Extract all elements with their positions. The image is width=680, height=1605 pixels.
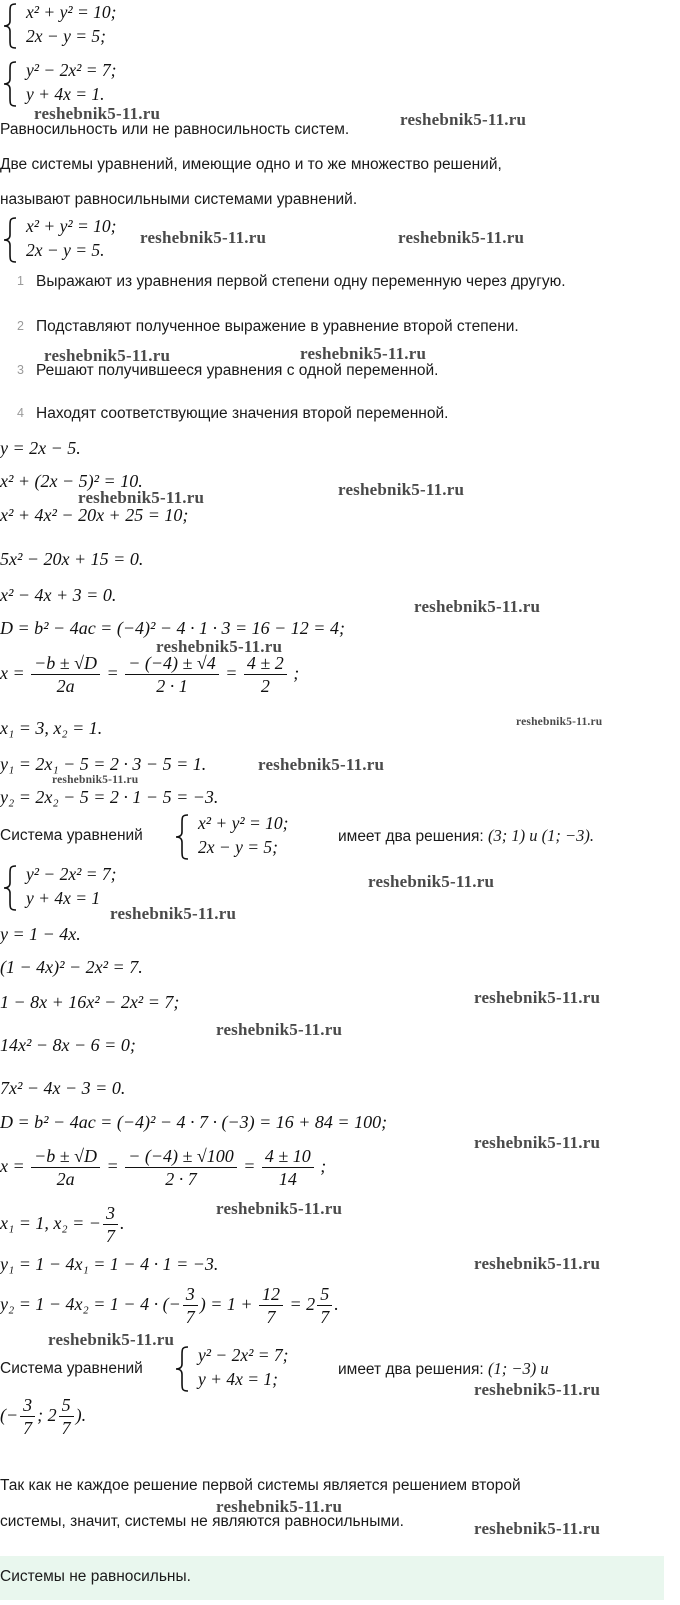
watermark: reshebnik5-11.ru bbox=[140, 228, 267, 247]
has-two-solutions: имеет два решения: bbox=[338, 828, 484, 845]
step-text: Подставляют полученное выражение в уравнение второй степени. bbox=[36, 318, 519, 335]
f7-lhs: x = bbox=[0, 1156, 25, 1176]
step-number: 1 bbox=[17, 274, 24, 288]
system-2-line-1: y² − 2x² = 7; bbox=[26, 60, 117, 80]
solutions-2-part-b bbox=[0, 1392, 680, 1439]
watermark: reshebnik5-11.ru bbox=[338, 480, 465, 499]
system-4-line-1: y² − 2x² = 7; bbox=[26, 864, 117, 884]
equals-sign: = bbox=[106, 663, 119, 683]
brace-icon bbox=[2, 216, 18, 264]
watermark: reshebnik5-11.ru bbox=[398, 228, 525, 247]
semicolon: ; bbox=[293, 663, 300, 683]
fraction bbox=[103, 1202, 118, 1247]
numerator: −b ± √D bbox=[31, 1145, 100, 1168]
equation-e6: D = b² − 4ac = (−4)² − 4 · 1 · 3 = 16 − 12 = 4; bbox=[0, 618, 345, 638]
watermark: reshebnik5-11.ru bbox=[368, 872, 495, 891]
period: . bbox=[119, 1213, 125, 1233]
watermark: reshebnik5-11.ru bbox=[156, 637, 283, 656]
watermark: reshebnik5-11.ru bbox=[474, 1133, 601, 1152]
system-2 bbox=[0, 60, 420, 106]
numerator: − (−4) ± √4 bbox=[125, 652, 219, 675]
sol2-mid: ; 2 bbox=[37, 1405, 57, 1425]
step-4 bbox=[0, 405, 680, 427]
fraction bbox=[262, 1145, 314, 1190]
denominator: 7 bbox=[61, 1418, 71, 1439]
watermark: reshebnik5-11.ru bbox=[474, 988, 601, 1007]
equals-sign: = bbox=[243, 1156, 256, 1176]
fraction bbox=[317, 1283, 332, 1328]
equation-f10 bbox=[0, 1281, 680, 1328]
semicolon: ; bbox=[320, 1156, 327, 1176]
step-number: 2 bbox=[17, 319, 24, 333]
watermark: reshebnik5-11.ru bbox=[400, 110, 527, 129]
sol2-open: (− bbox=[0, 1405, 19, 1425]
result-1-caption bbox=[338, 826, 678, 847]
system-1 bbox=[0, 2, 420, 48]
equals-sign: = bbox=[225, 663, 238, 683]
equation-f9: y₁ = 1 − 4x₁ = 1 − 4 · 1 = −3. bbox=[0, 1254, 219, 1274]
equation-e3: x² + 4x² − 20x + 25 = 10; bbox=[0, 505, 189, 525]
fraction bbox=[259, 1283, 283, 1328]
numerator: 3 bbox=[183, 1283, 198, 1306]
solutions-2-part-a: (1; −3) и bbox=[488, 1359, 549, 1378]
step-text: Решают получившееся уравнения с одной переменной. bbox=[36, 362, 439, 379]
equation-e2: x² + (2x − 5)² = 10. bbox=[0, 471, 143, 491]
equation-f7 bbox=[0, 1143, 680, 1190]
watermark: reshebnik5-11.ru bbox=[48, 1330, 175, 1349]
equals-sign: = bbox=[106, 1156, 119, 1176]
system-result-1 bbox=[172, 813, 332, 859]
equation-e9: y₁ = 2x₁ − 5 = 2 · 3 − 5 = 1. bbox=[0, 754, 207, 774]
watermark: reshebnik5-11.ru bbox=[44, 346, 171, 365]
equation-e5: x² − 4x + 3 = 0. bbox=[0, 585, 117, 605]
watermark: reshebnik5-11.ru bbox=[474, 1519, 601, 1538]
system-4-line-2: y + 4x = 1 bbox=[26, 888, 101, 908]
equation-e7 bbox=[0, 650, 680, 697]
result-2-caption bbox=[338, 1359, 678, 1380]
watermark: reshebnik5-11.ru bbox=[78, 488, 205, 507]
denominator: 7 bbox=[23, 1418, 33, 1439]
equation-f5: 7x² − 4x − 3 = 0. bbox=[0, 1078, 126, 1098]
result-2-line-1: y² − 2x² = 7; bbox=[198, 1345, 289, 1365]
numerator: 5 bbox=[317, 1283, 332, 1306]
equation-f3: 1 − 8x + 16x² − 2x² = 7; bbox=[0, 992, 180, 1012]
conclusion-line-2: системы, значит, системы не являются равносильными. bbox=[0, 1513, 404, 1530]
f10-text-b: ) = 1 + bbox=[199, 1294, 253, 1314]
watermark: reshebnik5-11.ru bbox=[414, 597, 541, 616]
brace-icon bbox=[2, 2, 18, 50]
result-1-line-1: x² + y² = 10; bbox=[198, 813, 289, 833]
denominator: 2 bbox=[260, 676, 270, 697]
equation-f8 bbox=[0, 1200, 680, 1247]
f10-text-c: = 2 bbox=[289, 1294, 316, 1314]
denominator: 2a bbox=[56, 676, 75, 697]
watermark: reshebnik5-11.ru bbox=[300, 344, 427, 363]
conclusion-line-1: Так как не каждое решение первой системы является решением второй bbox=[0, 1477, 521, 1494]
answer-text: Системы не равносильны. bbox=[0, 1568, 191, 1585]
step-number: 4 bbox=[17, 406, 24, 420]
numerator: 4 ± 10 bbox=[262, 1145, 314, 1168]
watermark: reshebnik5-11.ru bbox=[216, 1020, 343, 1039]
step-text: Выражают из уравнения первой степени одну переменную через другую. bbox=[36, 273, 566, 290]
watermark: reshebnik5-11.ru bbox=[258, 755, 385, 774]
watermark: reshebnik5-11.ru bbox=[474, 1380, 601, 1399]
f8-text: x₁ = 1, x₂ = − bbox=[0, 1213, 101, 1233]
system-result-2 bbox=[172, 1345, 332, 1391]
numerator: 5 bbox=[59, 1394, 74, 1417]
watermark: reshebnik5-11.ru bbox=[52, 774, 139, 786]
equation-e10: y₂ = 2x₂ − 5 = 2 · 1 − 5 = −3. bbox=[0, 787, 219, 807]
result-1-line-2: 2x − y = 5; bbox=[198, 837, 278, 857]
brace-icon bbox=[2, 60, 18, 108]
sol2-close: ). bbox=[75, 1405, 87, 1425]
equation-f1: y = 1 − 4x. bbox=[0, 924, 81, 944]
equation-e8: x₁ = 3, x₂ = 1. bbox=[0, 718, 103, 738]
numerator: −b ± √D bbox=[31, 652, 100, 675]
equation-e1: y = 2x − 5. bbox=[0, 438, 81, 458]
f10-text-a: y₂ = 1 − 4x₂ = 1 − 4 · (− bbox=[0, 1294, 181, 1314]
step-text: Находят соответствующие значения второй переменной. bbox=[36, 405, 449, 422]
system-2-line-2: y + 4x = 1. bbox=[26, 84, 105, 104]
numerator: 3 bbox=[103, 1202, 118, 1225]
result-2-label: Система уравнений bbox=[0, 1360, 143, 1377]
denominator: 2a bbox=[56, 1169, 75, 1190]
brace-icon bbox=[2, 864, 18, 912]
numerator: − (−4) ± √100 bbox=[125, 1145, 237, 1168]
definition-line-1: Две системы уравнений, имеющие одно и то же множество решений, bbox=[0, 156, 502, 173]
denominator: 7 bbox=[320, 1307, 330, 1328]
fraction bbox=[31, 1145, 100, 1190]
system-3-line-1: x² + y² = 10; bbox=[26, 216, 117, 236]
step-1 bbox=[0, 273, 680, 295]
denominator: 7 bbox=[266, 1307, 276, 1328]
watermark: reshebnik5-11.ru bbox=[34, 104, 161, 123]
equation-f2: (1 − 4x)² − 2x² = 7. bbox=[0, 957, 143, 977]
denominator: 2 · 1 bbox=[156, 676, 188, 697]
fraction bbox=[125, 1145, 237, 1190]
numerator: 12 bbox=[259, 1283, 283, 1306]
watermark: reshebnik5-11.ru bbox=[216, 1199, 343, 1218]
fraction bbox=[31, 652, 100, 697]
watermark: reshebnik5-11.ru bbox=[216, 1497, 343, 1516]
numerator: 3 bbox=[20, 1394, 35, 1417]
equation-f6: D = b² − 4ac = (−4)² − 4 · 7 · (−3) = 16 + 84 = 100; bbox=[0, 1112, 388, 1132]
equation-f4: 14x² − 8x − 6 = 0; bbox=[0, 1035, 136, 1055]
step-number: 3 bbox=[17, 363, 24, 377]
fraction bbox=[125, 652, 219, 697]
equation-e4: 5x² − 20x + 15 = 0. bbox=[0, 549, 144, 569]
period: . bbox=[334, 1294, 339, 1314]
step-2 bbox=[0, 318, 680, 340]
watermark: reshebnik5-11.ru bbox=[110, 904, 237, 923]
system-1-line-2: 2x − y = 5; bbox=[26, 26, 106, 46]
fraction bbox=[244, 652, 287, 697]
system-1-line-1: x² + y² = 10; bbox=[26, 2, 117, 22]
watermark: reshebnik5-11.ru bbox=[516, 716, 603, 728]
denominator: 7 bbox=[105, 1226, 115, 1247]
section-heading: Равносильность или не равносильность систем. bbox=[0, 121, 350, 138]
brace-icon bbox=[174, 1345, 190, 1393]
denominator: 7 bbox=[185, 1307, 195, 1328]
system-3-line-2: 2x − y = 5. bbox=[26, 240, 105, 260]
result-1-label: Система уравнений bbox=[0, 827, 143, 844]
step-3 bbox=[0, 362, 680, 384]
fraction bbox=[59, 1394, 74, 1439]
watermark: reshebnik5-11.ru bbox=[474, 1254, 601, 1273]
denominator: 14 bbox=[278, 1169, 297, 1190]
denominator: 2 · 7 bbox=[165, 1169, 197, 1190]
has-two-solutions: имеет два решения: bbox=[338, 1361, 484, 1378]
fraction bbox=[20, 1394, 35, 1439]
definition-line-2: называют равносильными системами уравнений. bbox=[0, 191, 358, 208]
brace-icon bbox=[174, 813, 190, 861]
result-2-line-2: y + 4x = 1; bbox=[198, 1369, 278, 1389]
answer-box bbox=[0, 1556, 664, 1600]
numerator: 4 ± 2 bbox=[244, 652, 287, 675]
fraction bbox=[183, 1283, 198, 1328]
solutions-1: (3; 1) и (1; −3). bbox=[488, 826, 594, 845]
e7-lhs: x = bbox=[0, 663, 25, 683]
